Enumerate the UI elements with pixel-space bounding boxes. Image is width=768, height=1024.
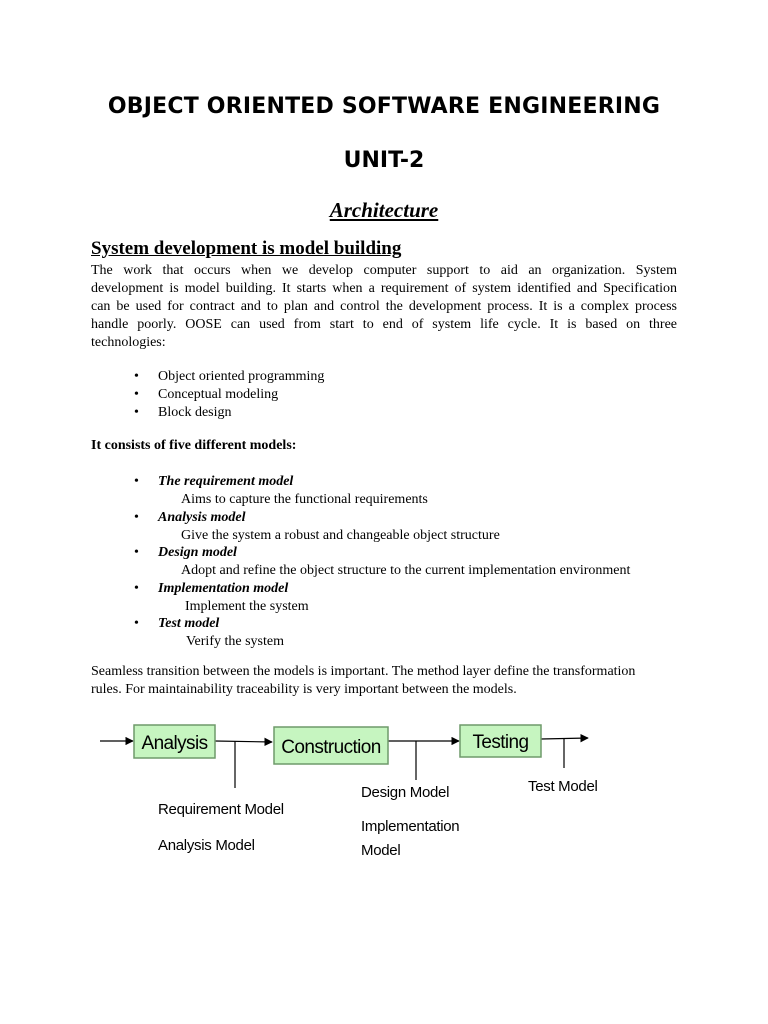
flow-arrow	[541, 738, 588, 739]
analysis-model-label: Analysis Model	[158, 837, 255, 854]
models-list	[134, 473, 630, 651]
construction-box-label: Construction	[281, 737, 381, 758]
list-item-text: Block design	[158, 405, 232, 420]
process-diagram	[0, 700, 768, 880]
document-title: OBJECT ORIENTED SOFTWARE ENGINEERING	[107, 94, 661, 119]
list-item	[134, 509, 630, 545]
model-description: Implement the system	[185, 598, 309, 614]
bullet-icon: •	[134, 369, 139, 384]
bullet-icon: •	[134, 405, 139, 420]
list-item	[134, 368, 324, 386]
intro-line: The work that occurs when we develop computer support to aid an organization. System	[91, 263, 677, 278]
list-item-text: Conceptual modeling	[158, 387, 279, 402]
intro-line: can be used for contract and to plan and control the development process. It is a complex process	[91, 299, 677, 314]
list-item	[134, 473, 630, 509]
flow-arrow	[215, 741, 272, 742]
model-name: Design model	[158, 545, 237, 560]
bullet-icon: •	[134, 580, 139, 596]
model-description: Give the system a robust and changeable object structure	[181, 527, 500, 543]
intro-line: technologies:	[91, 335, 166, 350]
intro-line: development is model building. It starts when a requirement of system identified and Specification	[91, 281, 677, 296]
test-model-label: Test Model	[528, 778, 598, 795]
testing-box	[460, 725, 541, 757]
bullet-icon: •	[134, 616, 139, 631]
models-heading: It consists of five different models:	[91, 438, 297, 453]
model-name: Implementation model	[158, 580, 289, 596]
analysis-box-label: Analysis	[141, 733, 208, 754]
model-description: Aims to capture the functional requirements	[181, 492, 428, 507]
model-name: Test model	[158, 616, 220, 631]
analysis-box	[134, 725, 215, 758]
requirement-model-label: Requirement Model	[158, 801, 284, 818]
intro-line: handle poorly. OOSE can used from start to end of system life cycle. It is based on three	[91, 317, 677, 332]
model-name: The requirement model	[158, 474, 294, 489]
list-item	[134, 580, 630, 616]
model-name: Analysis model	[158, 509, 246, 525]
intro-paragraph	[91, 262, 677, 352]
architecture-heading: Architecture	[329, 198, 439, 222]
implementation-model-label: Model	[361, 842, 401, 859]
bullet-icon: •	[134, 545, 139, 560]
testing-box-label: Testing	[472, 732, 529, 753]
list-item-text: Object oriented programming	[158, 369, 325, 384]
bullet-icon: •	[134, 387, 139, 402]
list-item	[134, 404, 324, 422]
closing-line: rules. For maintainability traceability is very important between the models.	[91, 682, 517, 697]
model-description: Verify the system	[186, 634, 284, 649]
list-item	[134, 386, 324, 404]
implementation-label: Implementation	[361, 818, 460, 835]
closing-line: Seamless transition between the models is important. The method layer define the transformation	[91, 664, 636, 679]
unit-heading: UNIT-2	[343, 148, 425, 173]
design-model-label: Design Model	[361, 784, 450, 801]
section-title: System development is model building	[91, 238, 402, 259]
closing-paragraph	[91, 663, 677, 699]
bullet-icon: •	[134, 474, 139, 489]
model-description: Adopt and refine the object structure to the current implementation environment	[181, 563, 631, 578]
construction-box	[274, 727, 388, 764]
technologies-list	[134, 368, 324, 422]
bullet-icon: •	[134, 509, 139, 525]
list-item	[134, 615, 630, 651]
list-item	[134, 544, 630, 580]
